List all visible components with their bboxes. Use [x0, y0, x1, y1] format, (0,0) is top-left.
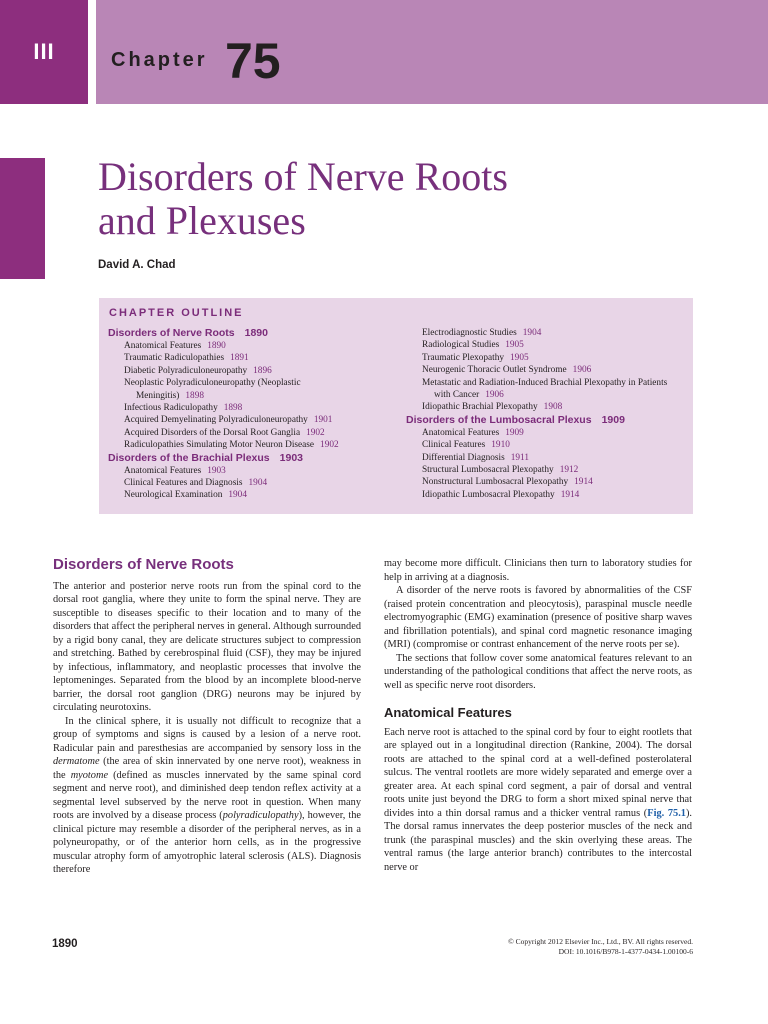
body-paragraph: A disorder of the nerve roots is favored by abnormalities of the CSF (raised protein concentration and pleocytosis), paraspinal muscle needle electromyographic (EMG) examination (presence of positive sharp waves and fibrillation potentials), and spinal cord magnetic resonance imaging (MRI) (compromise or contrast enhancement of the nerve roots per se). — [384, 585, 692, 650]
outline-item[interactable]: Neoplastic Polyradiculoneuropathy (Neoplastic Meningitis) 1898 — [124, 378, 301, 401]
outline-item[interactable]: Metastatic and Radiation-Induced Brachial Plexopathy in Patients with Cancer 1906 — [422, 377, 668, 401]
outline-item[interactable]: Nonstructural Lumbosacral Plexopathy 1914 — [422, 477, 593, 488]
outline-item[interactable]: Traumatic Radiculopathies 1891 — [124, 353, 249, 364]
outline-item[interactable]: Anatomical Features 1909 — [422, 427, 524, 438]
outline-item[interactable]: Infectious Radiculopathy 1898 — [124, 403, 243, 414]
chapter-title — [98, 155, 508, 243]
body-paragraph: The sections that follow cover some anatomical features relevant to an understanding of the pathological conditions that affect the nerve roots, as well as specific nerve root disorders. — [384, 652, 692, 691]
outline-item[interactable]: Neurological Examination 1904 — [124, 490, 247, 501]
outline-item[interactable]: Electrodiagnostic Studies 1904 — [422, 328, 542, 338]
outline-heading: CHAPTER OUTLINE — [109, 307, 244, 319]
body-left-column — [53, 558, 361, 877]
copyright-line: © Copyright 2012 Elsevier Inc., Ltd., BV. All rights reserved. — [508, 937, 693, 946]
page-number: 1890 — [52, 938, 78, 950]
body-right-column — [384, 557, 692, 874]
body-paragraph: In the clinical sphere, it is usually not difficult to recognize that a group of symptoms and signs is caused by a lesion of a nerve root. Radicular pain and paresthesias are accompanied by sensory loss in the dermatome (the area of skin innervated by one nerve root), weakness in the myotome (defined as muscles innervated by the same spinal cord segment and nerve root), and diminished deep tendon reflex activity at a segmental level subserved by the nerve root in question. When many roots are involved by a disease process (polyradiculopathy), however, the clinical picture may resemble a disorder of the peripheral nerves, as in a polyneuropathy, or of the anterior horn cells, as in the progressive muscular atrophy form of amyotrophic lateral sclerosis (ALS). Diagnosis therefore — [53, 715, 361, 875]
outline-item[interactable]: Diabetic Polyradiculoneuropathy 1896 — [124, 365, 272, 376]
outline-right-column — [406, 327, 688, 501]
outline-section[interactable]: Disorders of the Brachial Plexus 1903 — [108, 451, 303, 464]
outline-item[interactable]: Acquired Disorders of the Dorsal Root Ganglia 1902 — [124, 427, 325, 438]
chapter-number: 75 — [225, 33, 281, 89]
outline-item[interactable]: Structural Lumbosacral Plexopathy 1912 — [422, 465, 579, 476]
outline-left-column — [108, 327, 398, 502]
outline-item[interactable]: Traumatic Plexopathy 1905 — [422, 352, 529, 363]
outline-item[interactable]: Anatomical Features 1903 — [124, 465, 226, 476]
side-tab — [0, 158, 45, 279]
body-paragraph: The anterior and posterior nerve roots run from the spinal cord to the dorsal root ganglia, where they unite to form the spinal nerve. They are susceptible to diseases specific to their location and to many of the disorders that affect the peripheral nerves in general. Although surrounded by a rigid bony canal, they are delicate structures subject to compression and stretching. Bathed by cerebrospinal fluid (CSF), they may be injured by infectious, inflammatory, and neoplastic processes that involve the leptomeninges. Separated from the blood by an incomplete blood-nerve barrier, the dorsal root ganglion (DRG) neurons may be injured by circulating neurotoxins. — [53, 580, 361, 713]
subsection-heading: Anatomical Features — [384, 705, 512, 720]
title-line-2: and Plexuses — [98, 198, 306, 243]
outline-item[interactable]: Idiopathic Lumbosacral Plexopathy 1914 — [422, 489, 580, 500]
part-label — [0, 0, 88, 104]
part-number: III — [33, 39, 55, 64]
chapter-word: Chapter — [111, 49, 208, 71]
chapter-outline — [99, 298, 693, 514]
author: David A. Chad — [98, 259, 176, 271]
doi-line: DOI: 10.1016/B978-1-4377-0434-1.00100-6 — [558, 947, 693, 956]
body-paragraph: may become more difficult. Clinicians then turn to laboratory studies for help in arriving at a diagnosis. — [384, 558, 692, 583]
outline-item[interactable]: Neurogenic Thoracic Outlet Syndrome 1906 — [422, 365, 592, 376]
figure-link[interactable]: Fig. 75.1 — [647, 807, 686, 819]
outline-item[interactable]: Idiopathic Brachial Plexopathy 1908 — [422, 402, 563, 413]
outline-item[interactable]: Anatomical Features 1890 — [124, 341, 226, 351]
outline-item[interactable]: Differential Diagnosis 1911 — [422, 452, 529, 463]
outline-item[interactable]: Clinical Features and Diagnosis 1904 — [124, 478, 268, 489]
section-heading: Disorders of Nerve Roots — [53, 556, 234, 573]
outline-item[interactable]: Clinical Features 1910 — [422, 440, 510, 451]
outline-section[interactable]: Disorders of Nerve Roots 1890 — [108, 327, 268, 339]
title-line-1: Disorders of Nerve Roots — [98, 154, 508, 199]
outline-item[interactable]: Radiculopathies Simulating Motor Neuron Disease 1902 — [124, 440, 339, 451]
outline-item[interactable]: Acquired Demyelinating Polyradiculoneuropathy 1901 — [124, 415, 333, 426]
outline-section[interactable]: Disorders of the Lumbosacral Plexus 1909 — [406, 413, 625, 426]
outline-item[interactable]: Radiological Studies 1905 — [422, 340, 524, 351]
copyright — [508, 937, 693, 957]
body-paragraph: Each nerve root is attached to the spinal cord by four to eight rootlets that are splayed out in a longitudinal direction (Rankine, 2004). The dorsal roots are attached to the spinal cord at a well-defined posterolateral sulcus. The ventral rootlets are more widely separated and emerge over a greater area. At each spinal cord segment, a pair of dorsal and ventral roots unite just beyond the DRG to form a short mixed spinal nerve that divides into a thin dorsal ramus and a thicker ventral ramus (Fig. 75.1). The dorsal ramus innervates the deep posterior muscles of the neck and trunk (the paraspinal muscles) and the skin overlying these areas. The ventral ramus (the large anterior branch) contributes to the intercostal nerve or — [384, 726, 693, 873]
